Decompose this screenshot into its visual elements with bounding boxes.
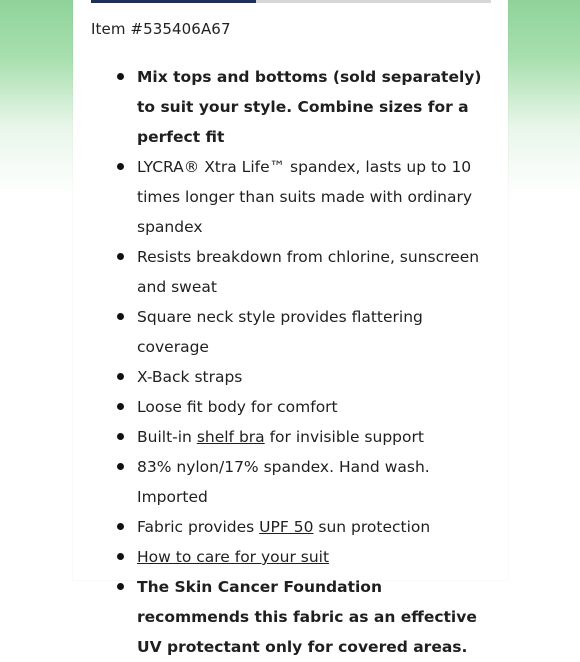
- feature-text-before: Fabric provides: [137, 518, 260, 536]
- feature-text-before: Built-in: [137, 428, 197, 446]
- feature-text: 83% nylon/17% spandex. Hand wash. Imported: [137, 458, 430, 506]
- feature-text: Loose fit body for comfort: [137, 398, 338, 416]
- product-details-card: [73, 0, 508, 656]
- list-item: [117, 302, 487, 362]
- shelf-bra-link[interactable]: shelf bra: [196, 428, 265, 446]
- list-item: [117, 362, 487, 392]
- list-item: [117, 572, 487, 662]
- feature-text: Mix tops and bottoms (sold separately) to suit your style. Combine sizes for a perfect fit: [137, 68, 482, 146]
- feature-list: [117, 62, 487, 662]
- feature-text: The Skin Cancer Foundation recommends this fabric as an effective UV protectant only for covered areas.: [137, 578, 477, 656]
- care-instructions-link[interactable]: How to care for your suit: [137, 548, 330, 566]
- feature-text-after: for invisible support: [264, 428, 424, 446]
- feature-text: Square neck style provides flattering coverage: [137, 308, 423, 356]
- feature-text-after: sun protection: [313, 518, 431, 536]
- item-number: Item #535406A67: [91, 20, 231, 38]
- tab-underline-bar: [91, 0, 491, 3]
- list-item: [117, 512, 487, 542]
- list-item: [117, 152, 487, 242]
- active-tab-indicator[interactable]: [91, 0, 256, 3]
- list-item: [117, 422, 487, 452]
- feature-text: X-Back straps: [137, 368, 243, 386]
- list-item: [117, 542, 487, 572]
- list-item: [117, 242, 487, 302]
- feature-text: Resists breakdown from chlorine, sunscreen and sweat: [137, 248, 480, 296]
- list-item: [117, 392, 487, 422]
- list-item: [117, 62, 487, 152]
- feature-text: LYCRA® Xtra Life™ spandex, lasts up to 10 times longer than suits made with ordinary spandex: [137, 158, 473, 236]
- list-item: [117, 452, 487, 512]
- upf-50-link[interactable]: UPF 50: [259, 518, 314, 536]
